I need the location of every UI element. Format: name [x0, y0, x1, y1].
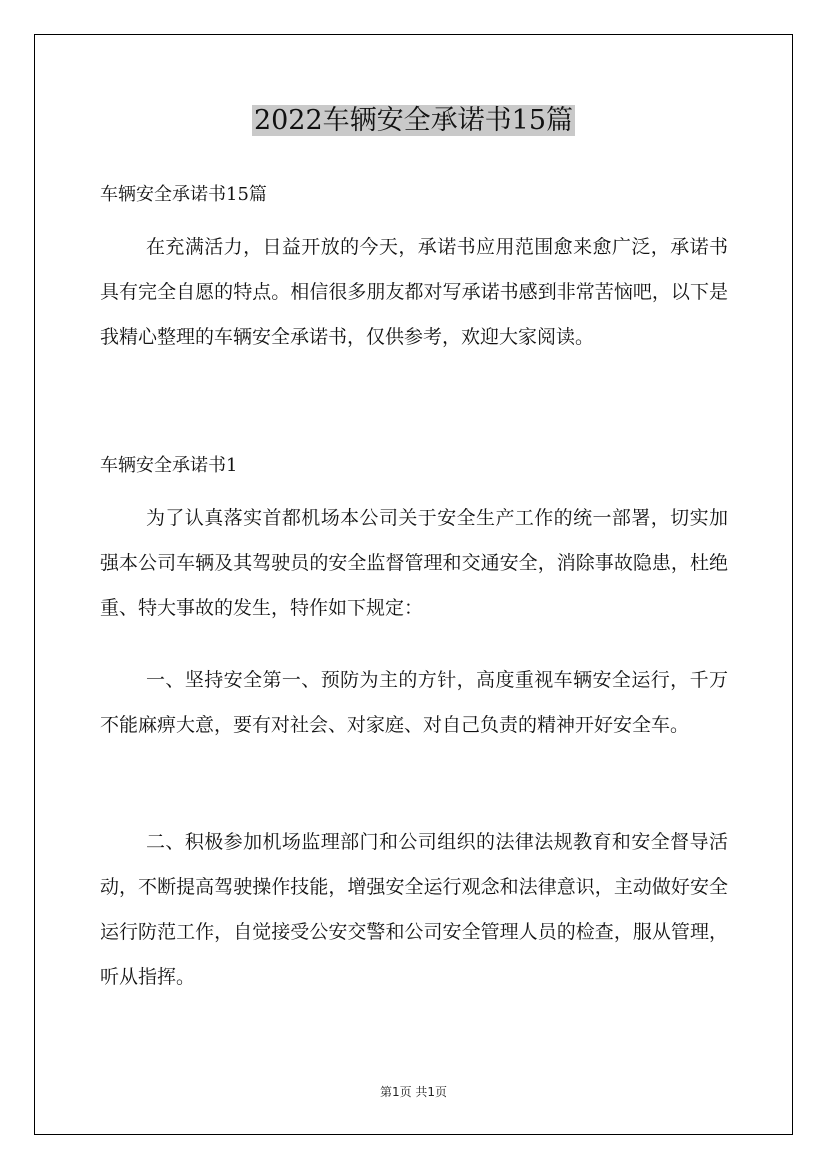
page-footer: 第1页 共1页 [379, 1085, 448, 1099]
body-paragraph-3: 二、积极参加机场监理部门和公司组织的法律法规教育和安全督导活动，不断提高驾驶操作技能，增强安全运行观念和法律意识，主动做好安全运行防范工作，自觉接受公安交警和公司安全管理人员的检查，服从管理，听从指挥。 [100, 831, 728, 988]
body-paragraph-1: 为了认真落实首都机场本公司关于安全生产工作的统一部署，切实加强本公司车辆及其驾驶员的安全监督管理和交通安全，消除事故隐患，杜绝重、特大事故的发生，特作如下规定： [100, 507, 728, 619]
document-subtitle: 车辆安全承诺书15篇 [100, 184, 267, 205]
document-title [0, 100, 827, 142]
body-paragraph-2: 一、坚持安全第一、预防为主的方针，高度重视车辆安全运行，千万不能麻痹大意，要有对社会、对家庭、对自己负责的精神开好安全车。 [100, 669, 728, 736]
section-heading: 车辆安全承诺书1 [100, 455, 238, 476]
document-title-text: 2022车辆安全承诺书15篇 [253, 105, 574, 136]
intro-paragraph: 在充满活力，日益开放的今天，承诺书应用范围愈来愈广泛，承诺书具有完全自愿的特点。相信很多朋友都对写承诺书感到非常苦恼吧，以下是我精心整理的车辆安全承诺书，仅供参考，欢迎大家阅读。 [100, 236, 728, 348]
